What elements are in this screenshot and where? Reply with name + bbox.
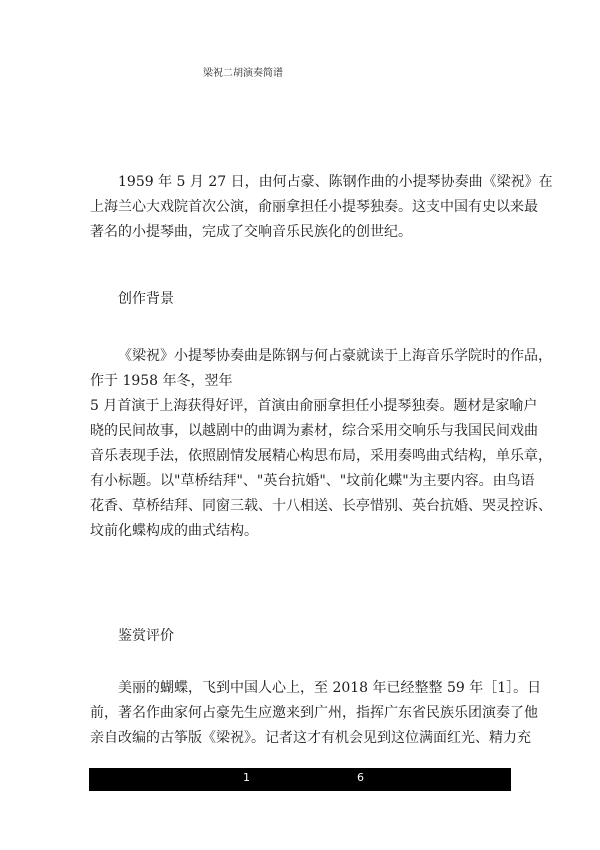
background-line-3: 5 月首演于上海获得好评，首演由俞丽拿担任小提琴独奏。题材是家喻户 — [90, 398, 538, 414]
background-line-7: 花香、草桥结拜、同窗三载、十八相送、长亭惜别、英台抗婚、哭灵控诉、 — [90, 498, 552, 514]
background-line-2: 作于 1958 年冬，翌年 — [90, 373, 233, 389]
intro-paragraph — [90, 170, 553, 245]
page-number-current: 1 — [243, 771, 250, 784]
review-line-3: 亲自改编的古筝版《梁祝》。记者这才有机会见到这位满面红光、精力充 — [90, 730, 531, 746]
intro-line-2: 上海兰心大戏院首次公演，俞丽拿担任小提琴独奏。这支中国有史以来最 — [90, 199, 538, 215]
background-line-5: 音乐表现手法，依照剧情发展精心构思布局，采用奏鸣曲式结构，单乐章， — [90, 448, 552, 464]
section-heading-background: 创作背景 — [118, 291, 174, 307]
document-header-title: 梁祝二胡演奏简谱 — [203, 68, 283, 79]
review-line-1: 美丽的蝴蝶，飞到中国人心上，至 2018 年已经整整 59 年［1］。日 — [118, 680, 542, 696]
page-number-total: 6 — [357, 771, 364, 784]
review-paragraph — [90, 676, 542, 751]
intro-line-3: 著名的小提琴曲，完成了交响音乐民族化的创世纪。 — [90, 224, 412, 240]
background-paragraph — [90, 344, 552, 544]
review-line-2: 前，著名作曲家何占豪先生应邀来到广州，指挥广东省民族乐团演奏了他 — [90, 705, 538, 721]
background-line-1: 《梁祝》小提琴协奏曲是陈钢与何占豪就读于上海音乐学院时的作品， — [118, 348, 552, 364]
section-heading-review: 鉴赏评价 — [118, 628, 174, 644]
background-line-6: 有小标题。以"草桥结拜"、"英台抗婚"、"坟前化蝶"为主要内容。由鸟语 — [90, 473, 535, 489]
background-line-8: 坟前化蝶构成的曲式结构。 — [90, 523, 258, 539]
page-footer-bar — [89, 768, 511, 791]
background-line-4: 晓的民间故事，以越剧中的曲调为素材，综合采用交响乐与我国民间戏曲 — [90, 423, 538, 439]
intro-line-1: 1959 年 5 月 27 日，由何占豪、陈钢作曲的小提琴协奏曲《梁祝》在 — [118, 174, 553, 190]
